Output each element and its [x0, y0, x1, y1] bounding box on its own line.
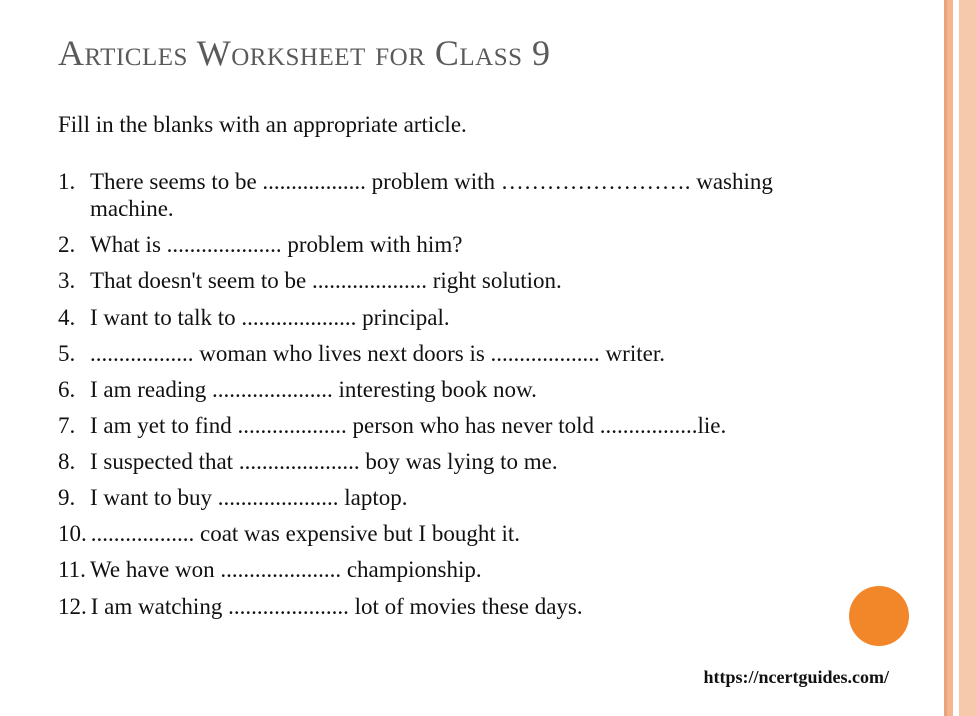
question-text: .................. coat was expensive but I bought it.	[90, 521, 521, 547]
list-item	[58, 520, 900, 547]
question-text: What is .................... problem with him?	[90, 232, 463, 258]
instruction-text: Fill in the blanks with an appropriate article.	[58, 112, 467, 137]
question-text: I suspected that ..................... boy was lying to me.	[90, 449, 558, 474]
question-text: I am watching ..................... lot of movies these days.	[90, 593, 583, 619]
list-item	[58, 556, 900, 583]
list-item	[58, 304, 900, 331]
list-item	[58, 340, 900, 367]
list-item	[58, 231, 900, 258]
question-number: 5.	[58, 340, 76, 366]
question-number: 2.	[58, 232, 76, 258]
question-number: 12.	[58, 593, 87, 619]
list-item	[58, 267, 900, 294]
question-text: There seems to be .................. problem with ……………………. washing machine.	[90, 169, 773, 222]
decorative-circle	[849, 586, 909, 646]
list-item	[58, 376, 900, 403]
source-url[interactable]: https://ncertguides.com/	[703, 667, 889, 687]
question-text: I want to talk to .................... principal.	[90, 304, 450, 330]
edge-band-outer	[959, 0, 977, 716]
question-number: 8.	[58, 449, 76, 474]
list-item	[58, 448, 900, 475]
question-text: I am yet to find ................... person who has never told .................lie.	[90, 412, 727, 438]
question-number: 11.	[58, 557, 86, 583]
question-text: I want to buy ..................... laptop.	[90, 485, 408, 511]
question-text: That doesn't seem to be .................... right solution.	[90, 268, 562, 294]
page-title: Articles Worksheet for Class 9	[58, 33, 551, 73]
question-number: 10.	[58, 521, 87, 547]
list-item	[58, 593, 900, 620]
question-number: 1.	[58, 169, 76, 194]
list-item	[58, 168, 900, 222]
question-text: .................. woman who lives next doors is ................... writer.	[90, 340, 665, 366]
question-list	[58, 168, 900, 620]
question-number: 9.	[58, 485, 76, 511]
list-item	[58, 484, 900, 511]
question-number: 6.	[58, 376, 76, 402]
list-item	[58, 412, 900, 439]
question-number: 7.	[58, 412, 76, 438]
question-text: I am reading ..................... interesting book now.	[90, 376, 537, 402]
question-number: 4.	[58, 304, 76, 330]
question-number: 3.	[58, 268, 76, 294]
question-text: We have won ..................... championship.	[90, 557, 482, 583]
